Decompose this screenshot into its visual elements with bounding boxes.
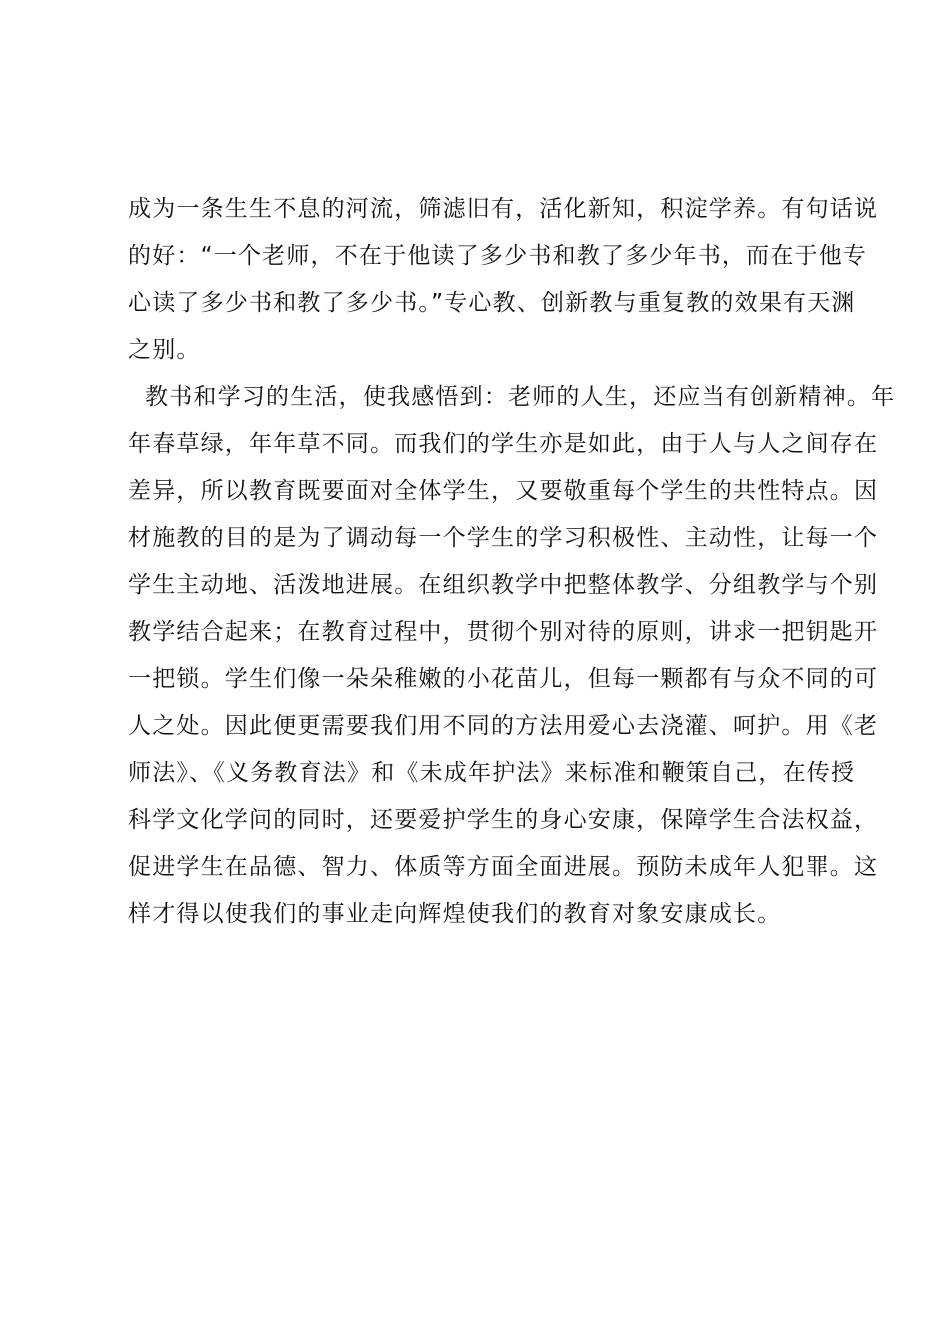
document-body: [128, 186, 896, 938]
paragraph-1: [128, 186, 879, 374]
paragraph-line: 教书和学习的生活，使我感悟到：老师的人生，还应当有创新精神。年: [128, 384, 896, 410]
paragraph-line: 材施教的目的是为了调动每一个学生的学习积极性、主动性，让每一个: [128, 525, 879, 551]
paragraph-line: 一把锁。学生们像一朵朵稚嫩的小花苗儿，但每一颗都有与众不同的可: [128, 666, 879, 692]
paragraph-line: 年春草绿，年年草不同。而我们的学生亦是如此，由于人与人之间存在: [128, 431, 879, 457]
paragraph-2: [128, 374, 896, 938]
paragraph-line: 人之处。因此便更需要我们用不同的方法用爱心去浇灌、呵护。用《老: [128, 713, 879, 739]
paragraph-line: 的好：“一个老师，不在于他读了多少书和教了多少年书，而在于他专: [128, 243, 868, 269]
paragraph-line: 成为一条生生不息的河流，筛滤旧有，活化新知，积淀学养。有句话说: [128, 196, 879, 222]
paragraph-line: 差异，所以教育既要面对全体学生，又要敬重每个学生的共性特点。因: [128, 478, 879, 504]
paragraph-line: 学生主动地、活泼地进展。在组织教学中把整体教学、分组教学与个别: [128, 572, 879, 598]
paragraph-line: 心读了多少书和教了多少书。”专心教、创新教与重复教的效果有天渊: [128, 290, 856, 316]
paragraph-line: 教学结合起来；在教育过程中，贯彻个别对待的原则，讲求一把钥匙开: [128, 619, 879, 645]
paragraph-line: 科学文化学问的同时，还要爱护学生的身心安康，保障学生合法权益，: [128, 807, 879, 833]
paragraph-line: 之别。: [128, 337, 201, 363]
paragraph-line: 促进学生在品德、智力、体质等方面全面进展。预防未成年人犯罪。这: [128, 854, 879, 880]
paragraph-line: 样才得以使我们的事业走向辉煌使我们的教育对象安康成长。: [128, 901, 782, 927]
paragraph-line: 师法》、《义务教育法》和《未成年护法》来标准和鞭策自己，在传授: [128, 760, 856, 786]
